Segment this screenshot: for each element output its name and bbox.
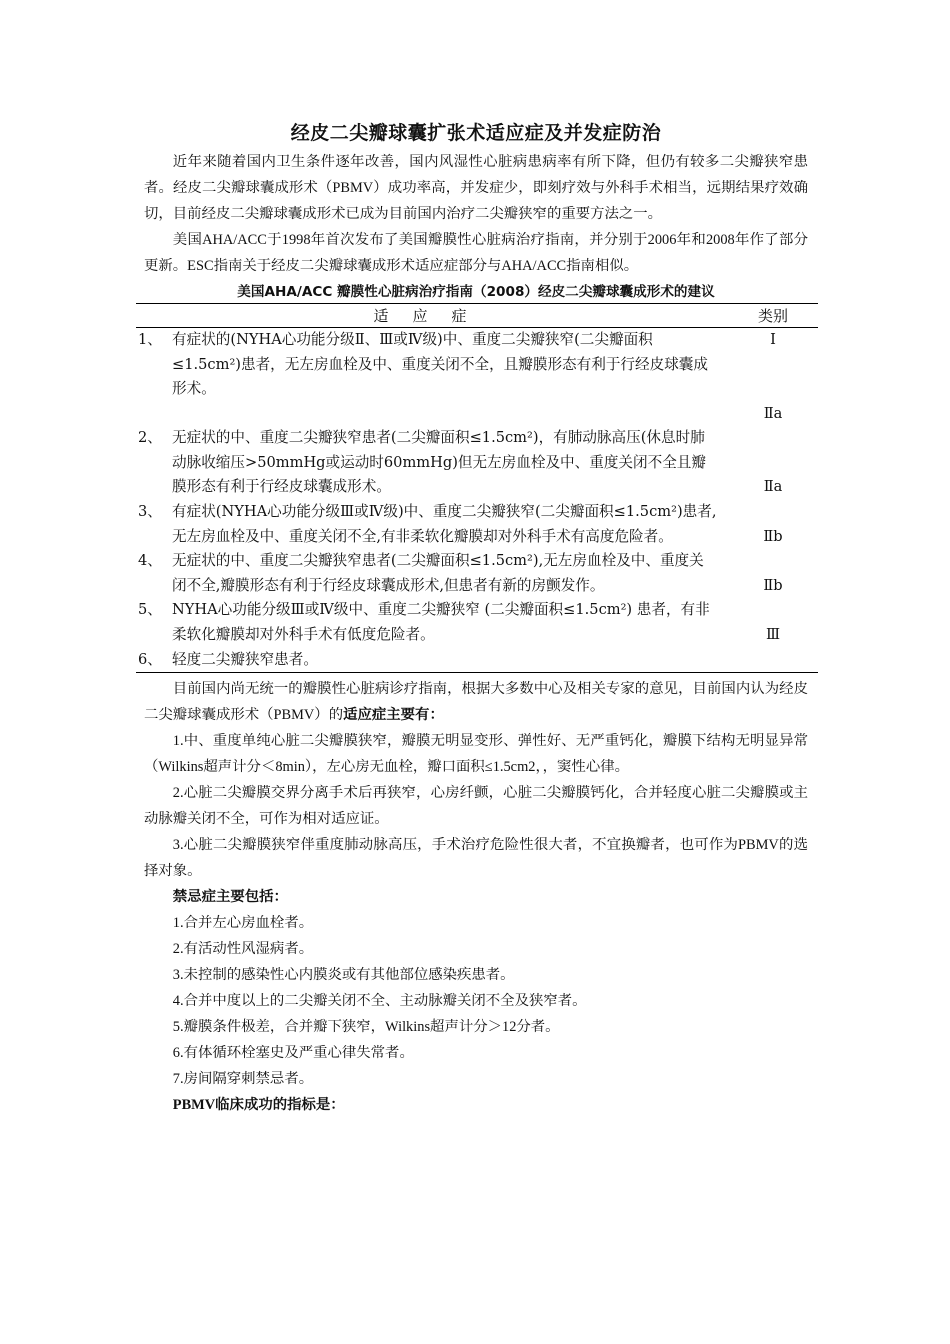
row-text: NYHA心功能分级Ⅲ或Ⅳ级中、重度二尖瓣狭窄 (二尖瓣面积≤1.5cm²) 患者，有非柔软化瓣膜却对外科手术有低度危险者。 xyxy=(172,601,710,643)
row-text: 无症状的中、重度二尖瓣狭窄患者(二尖瓣面积≤1.5cm²)，有肺动脉高压(休息时肺动脉收缩压>50mmHg或运动时60mmHg)但无左房血栓及中、重度关闭不全且瓣膜形态有利于行经皮球囊成形术。 xyxy=(172,429,706,496)
contraindication-item: 5.瓣膜条件极差，合并瓣下狭窄，Wilkins超声计分＞12分者。 xyxy=(172,1019,560,1036)
row-text: 有症状(NYHA心功能分级Ⅲ或Ⅳ级)中、重度二尖瓣狭窄(二尖瓣面积≤1.5cm²)患者,无左房血栓及中、重度关闭不全,有非柔软化瓣膜却对外科手术有高度危险者。 xyxy=(172,502,717,545)
row-text: 轻度二尖瓣狭窄患者。 xyxy=(172,650,318,668)
intro-paragraph-2: 美国AHA/ACC于1998年首次发布了美国瓣膜性心脏病治疗指南，并分别于2006年和2008年作了部分更新。ESC指南关于经皮二尖瓣球囊成形术适应症部分与AHA/ACC指南相似。 xyxy=(144,232,808,274)
indications-intro-text: 目前国内尚无统一的瓣膜性心脏病诊疗指南，根据大多数中心及相关专家的意见，目前国内认为经皮二尖瓣球囊成形术（PBMV）的 xyxy=(144,681,808,724)
table-row xyxy=(136,500,818,549)
contraindication-item: 3.未控制的感染性心内膜炎或有其他部位感染疾患者。 xyxy=(172,967,515,984)
row-class: Ⅱb xyxy=(763,527,783,545)
table-caption: 美国AHA/ACC 瓣膜性心脏病治疗指南（2008）经皮二尖瓣球囊成形术的建议 xyxy=(237,284,715,300)
header-class: 类别 xyxy=(728,304,818,328)
contraindications-heading: 禁忌症主要包括： xyxy=(172,889,288,906)
contraindication-item: 1.合并左心房血栓者。 xyxy=(172,915,314,932)
contraindication-item: 2.有活动性风湿病者。 xyxy=(172,941,314,958)
row-text: 无症状的中、重度二尖瓣狭窄患者(二尖瓣面积≤1.5cm²),无左房血栓及中、重度关闭不全,瓣膜形态有利于行经皮球囊成形术,但患者有新的房颤发作。 xyxy=(172,552,704,594)
table-row xyxy=(136,549,818,598)
row-class: Ⅱa xyxy=(763,478,783,496)
indication-item: 3.心脏二尖瓣膜狭窄伴重度肺动脉高压，手术治疗危险性很大者，不宜换瓣者，也可作为PBMV的选择对象。 xyxy=(144,837,808,880)
recommendation-table xyxy=(136,303,818,673)
row-class: Ⅱb xyxy=(763,576,783,594)
table-header-row xyxy=(136,304,818,328)
intro-paragraph-1: 近年来随着国内卫生条件逐年改善，国内风湿性心脏病患病率有所下降，但仍有较多二尖瓣狭窄患者。经皮二尖瓣球囊成形术（PBMV）成功率高，并发症少，即刻疗效与外科手术相当，远期结果疗效确切，目前经皮二尖瓣球囊成形术已成为目前国内治疗二尖瓣狭窄的重要方法之一。 xyxy=(144,154,808,222)
indication-item: 2.心脏二尖瓣膜交界分离手术后再狭窄，心房纤颤，心脏二尖瓣膜钙化，合并轻度心脏二尖瓣膜或主动脉瓣关闭不全，可作为相对适应证。 xyxy=(144,785,808,828)
contraindication-item: 6.有体循环栓塞史及严重心律失常者。 xyxy=(172,1045,414,1062)
indications-intro xyxy=(144,676,808,728)
table-row xyxy=(136,328,818,402)
contraindication-item: 7.房间隔穿刺禁忌者。 xyxy=(172,1071,314,1088)
header-indication: 适应症 xyxy=(136,304,728,328)
success-criteria-heading: PBMV临床成功的指标是： xyxy=(172,1097,345,1114)
document-title: 经皮二尖瓣球囊扩张术适应症及并发症防治 xyxy=(290,122,662,144)
table-row xyxy=(136,598,818,647)
row-number: 4、 xyxy=(138,552,162,570)
row-number: 2、 xyxy=(138,429,162,447)
row-number: 6、 xyxy=(138,650,162,668)
row-class: Ⅲ xyxy=(765,625,781,643)
indication-item: 1.中、重度单纯心脏二尖瓣膜狭窄，瓣膜无明显变形、弹性好、无严重钙化，瓣膜下结构无明显异常（Wilkins超声计分＜8min），左心房无血栓，瓣口面积≤1.5cm2，，窦性心律。 xyxy=(144,733,808,776)
row-text: 有症状的(NYHA心功能分级Ⅱ、Ⅲ或Ⅳ级)中、重度二尖瓣狭窄(二尖瓣面积≤1.5cm²)患者，无左房血栓及中、重度关闭不全，且瓣膜形态有利于行经皮球囊成形术。 xyxy=(172,331,708,398)
table-row xyxy=(136,402,818,500)
contraindication-item: 4.合并中度以上的二尖瓣关闭不全、主动脉瓣关闭不全及狭窄者。 xyxy=(172,993,587,1010)
row-number: 3、 xyxy=(138,502,162,520)
row-class: Ⅰ xyxy=(770,331,776,348)
table-row xyxy=(136,648,818,673)
indications-heading: 适应症主要有： xyxy=(343,707,444,724)
row-number: 5、 xyxy=(138,601,162,619)
row-class: Ⅱa xyxy=(763,404,783,422)
document-page xyxy=(138,118,808,1118)
row-number: 1、 xyxy=(138,331,162,348)
